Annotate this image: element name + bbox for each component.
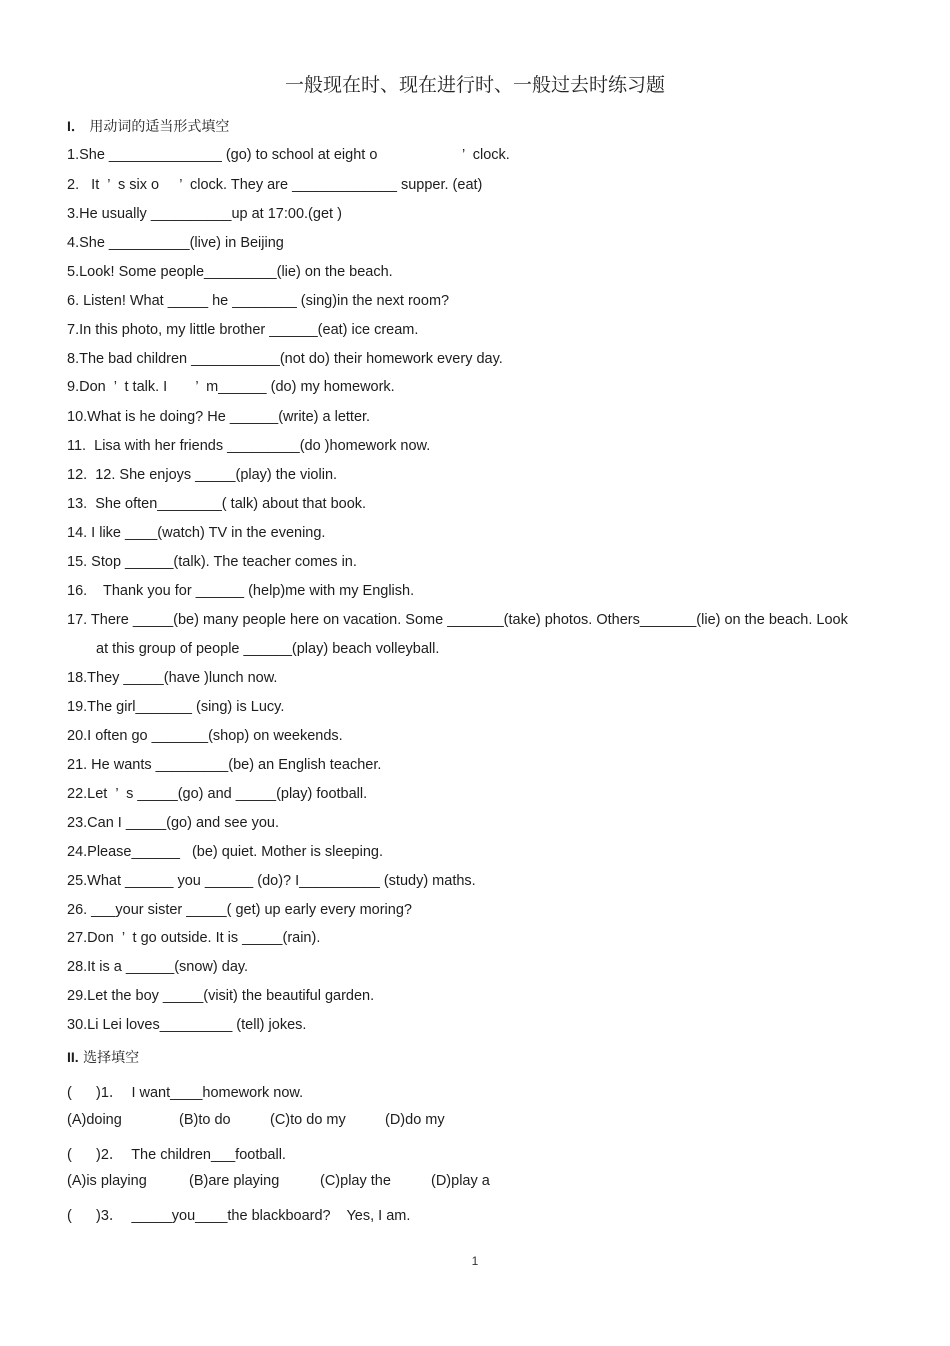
choice-2-option-c: (C)play the [320,1173,391,1189]
question-27: 27.Don ’ t go outside. It is _____(rain). [67,930,321,946]
choice-2-option-d: (D)play a [431,1173,490,1189]
question-1: 1.She ______________ (go) to school at eight o ’ clock. [67,147,510,163]
choice-1-option-c: (C)to do my [270,1112,346,1128]
choice-1-option-b: (B)to do [179,1112,231,1128]
page-title: 一般现在时、现在进行时、一般过去时练习题 [284,74,665,96]
question-22: 22.Let ’ s _____(go) and _____(play) football. [67,786,368,802]
choice-1-option-d: (D)do my [385,1112,445,1128]
question-15: 15. Stop ______(talk). The teacher comes in. [67,554,357,570]
choice-1-option-a: (A)doing [67,1112,122,1128]
question-9: 9.Don ’ t talk. I ’ m______ (do) my homework. [67,379,395,395]
section-1-number: I． [67,118,85,134]
choice-2-option-a: (A)is playing [67,1173,147,1189]
question-5: 5.Look! Some people_________(lie) on the beach. [67,264,393,280]
question-17-continuation: at this group of people ______(play) beach volleyball. [96,641,440,657]
question-30: 30.Li Lei loves_________ (tell) jokes. [67,1017,307,1033]
question-21: 21. He wants _________(be) an English teacher. [67,757,382,773]
question-19: 19.The girl_______ (sing) is Lucy. [67,699,285,715]
question-25: 25.What ______ you ______ (do)? I__________ (study) maths. [67,873,476,889]
question-8: 8.The bad children ___________(not do) their homework every day. [67,351,503,367]
question-28: 28.It is a ______(snow) day. [67,959,249,975]
question-13: 13. She often________( talk) about that book. [67,496,367,512]
question-26: 26. ___your sister _____( get) up early every moring? [67,902,412,918]
question-4: 4.She __________(live) in Beijing [67,235,284,251]
question-2: 2. It ’ s six o ’ clock. They are _____________ supper. (eat) [67,177,483,193]
question-7: 7.In this photo, my little brother ______(eat) ice cream. [67,322,419,338]
question-11: 11. Lisa with her friends _________(do )homework now. [67,438,431,454]
question-10: 10.What is he doing? He ______(write) a letter. [67,409,371,425]
section-2-heading [67,1047,139,1067]
section-2-label: 选择填空 [83,1050,140,1066]
question-6: 6. Listen! What _____ he ________ (sing)in the next room? [67,293,450,309]
choice-question-1: ( )1． I want____homework now. [67,1085,304,1101]
choice-2-option-b: (B)are playing [189,1173,280,1189]
question-17: 17. There _____(be) many people here on vacation. Some _______(take) photos. Others_______(lie) on the beach. Look [67,612,848,628]
section-1-heading [67,116,229,136]
choice-question-2: ( )2． The children___football. [67,1147,286,1163]
question-24: 24.Please______ (be) quiet. Mother is sleeping. [67,844,383,860]
page-number: 1 [471,1254,479,1268]
question-23: 23.Can I _____(go) and see you. [67,815,280,831]
choice-question-3: ( )3． _____you____the blackboard? Yes, I am. [67,1208,411,1224]
section-1-label: 用动词的适当形式填空 [89,119,230,135]
question-14: 14. I like ____(watch) TV in the evening. [67,525,326,541]
section-2-number: II. [67,1049,79,1065]
question-16: 16. Thank you for ______ (help)me with my English. [67,583,415,599]
question-18: 18.They _____(have )lunch now. [67,670,278,686]
question-3: 3.He usually __________up at 17:00.(get ) [67,206,342,222]
question-12: 12. 12. She enjoys _____(play) the violin. [67,467,338,483]
question-20: 20.I often go _______(shop) on weekends. [67,728,343,744]
question-29: 29.Let the boy _____(visit) the beautiful garden. [67,988,375,1004]
